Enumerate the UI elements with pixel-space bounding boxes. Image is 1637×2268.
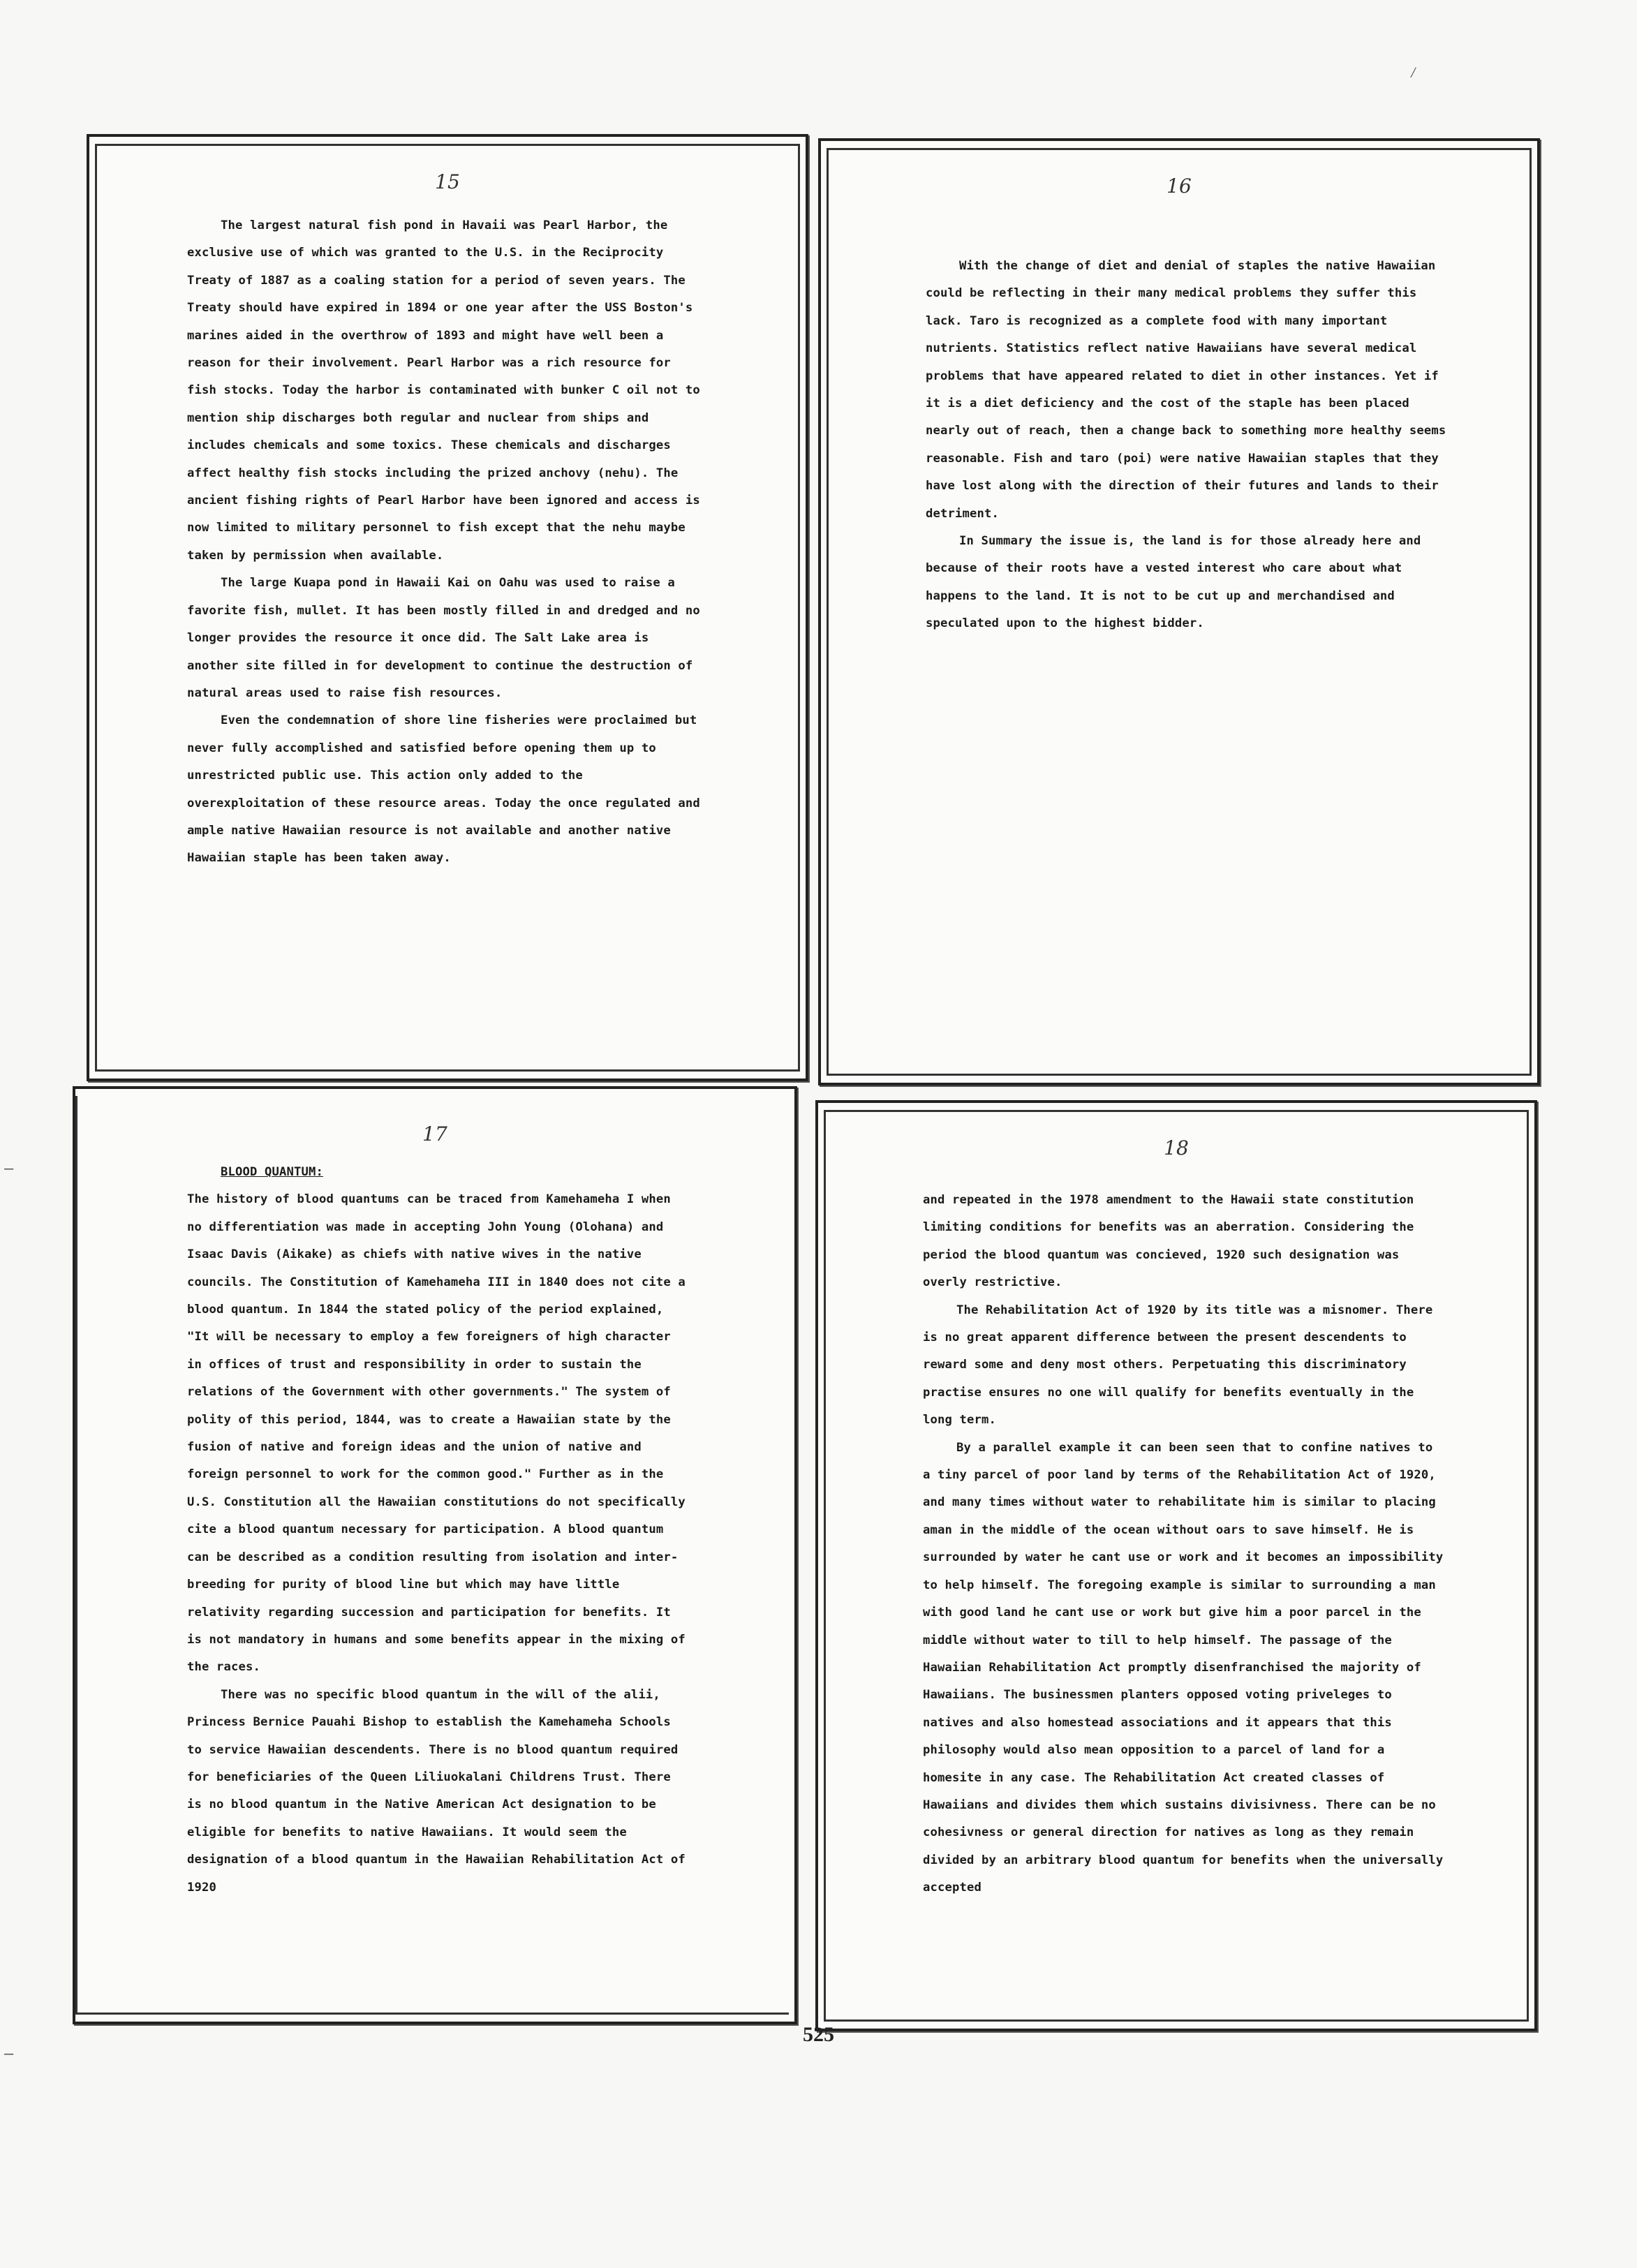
handwritten-page-number: 16 — [1166, 175, 1192, 198]
paragraph: There was no specific blood quantum in the will of the alii, Princess Bernice Pauahi Bishop to establish the Kamehameha Schools to service Hawaiian descendents. There is no blood quantum required for beneficiaries of the Queen Liliuokalani Childrens Trust. There is no blood quantum in the Native American Act designation to be eligible for benefits to native Hawaiians. It would seem the designation of a blood quantum in the Hawaiian Rehabilitation Act of 1920 — [187, 1687, 686, 1895]
page-number: 525 — [803, 2023, 834, 2046]
paragraph: Even the condemnation of shore line fisheries were proclaimed but never fully accomplished and satisfied before opening them up to unrestricted public use. This action only added to the overexploitation of these resource areas. Today the once regulated and ample native Hawaiian resource is not available and another native Hawaiian staple has been taken away. — [187, 713, 700, 866]
scan-mark-icon: ⁄ — [1409, 64, 1419, 82]
page-text — [187, 1159, 690, 1902]
paragraph: The largest natural fish pond in Havaii was Pearl Harbor, the exclusive use of which was granted to the U.S. in the Reciprocity Treaty of 1887 as a coaling station for a period of seven years. The Treaty should have expired in 1894 or one year after the USS Boston's marines aided in the overthrow of 1893 and might have well been a reason for their involvement. Pearl Harbor was a rich resource for fish stocks. Today the harbor is contaminated with bunker C oil not to mention ship discharges both regular and nuclear from ships and includes chemicals and some toxics. These chemicals and discharges affect healthy fish stocks including the prized anchovy (nehu). The ancient fishing rights of Pearl Harbor have been ignored and access is now limited to military personnel to fish except that the nehu maybe taken by permission when available. — [187, 218, 700, 563]
page-text — [926, 253, 1460, 638]
paragraph: The Rehabilitation Act of 1920 by its title was a misnomer. There is no great apparent difference between the present descendents to reward some and deny most others. Perpetuating this discriminatory practise ensures no one will qualify for benefits eventually in the long term. — [923, 1303, 1433, 1428]
scan-mark-icon: — — [4, 1160, 14, 1178]
page-text — [923, 1187, 1444, 1902]
paragraph: With the change of diet and denial of staples the native Hawaiian could be reflecting in their many medical problems they suffer this lack. Taro is recognized as a complete food with many important nutrients. Statistics reflect native Hawaiians have several medical problems that have appeared related to diet in other instances. Yet if it is a diet deficiency and the cost of the staple has been placed nearly out of reach, then a change back to something more healthy seems reasonable. Fish and taro (poi) were native Hawaiian staples that they have lost along with the direction of their futures and lands to their detriment. — [926, 259, 1446, 521]
paragraph: and repeated in the 1978 amendment to the Hawaii state constitution limiting conditions for benefits was an aberration. Considering the period the blood quantum was concieved, 1920 such designation was overly restrictive. — [923, 1193, 1414, 1290]
document-page-17 — [73, 1086, 797, 2024]
paragraph: In Summary the issue is, the land is for those already here and because of their roots have a vested interest who care about what happens to the land. It is not to be cut up and merchandised and speculated upon to the highest bidder. — [926, 534, 1421, 631]
document-page-16 — [818, 138, 1540, 1085]
document-page-18 — [815, 1100, 1537, 2031]
document-page-15 — [87, 134, 808, 1081]
handwritten-page-number: 15 — [435, 170, 460, 193]
paragraph: The large Kuapa pond in Hawaii Kai on Oahu was used to raise a favorite fish, mullet. It has been mostly filled in and dredged and no longer provides the resource it once did. The Salt Lake area is another site filled in for development to continue the destruction of natural areas used to raise fish resources. — [187, 576, 700, 700]
section-heading: BLOOD QUANTUM: — [221, 1165, 323, 1179]
handwritten-page-number: 17 — [422, 1122, 447, 1146]
paragraph: The history of blood quantums can be traced from Kamehameha I when no differentiation was made in accepting John Young (Olohana) and Isaac Davis (Aikake) as chiefs with native wives in the native councils. The Constitution of Kamehameha III in 1840 does not cite a blood quantum. In 1844 the stated policy of the period explained, "It will be necessary to employ a few foreigners of high character in offices of trust and responsibility in order to sustain the relations of the Government with other governments." The system of polity of this period, 1844, was to create a Hawaiian state by the fusion of native and foreign ideas and the union of native and foreign personnel to work for the common good." Further as in the U.S. Constitution all the Hawaiian constitutions do not specifically cite a blood quantum necessary for participation. A blood quantum can be described as a condition resulting from isolation and inter-breeding for purity of blood line but which may have little relativity regarding succession and participation for benefits. It is not mandatory in humans and some benefits appear in the mixing of the races. — [187, 1192, 686, 1675]
scan-mark-icon: — — [4, 2045, 14, 2063]
handwritten-page-number: 18 — [1164, 1136, 1189, 1159]
page-text — [187, 212, 701, 873]
paragraph: By a parallel example it can been seen that to confine natives to a tiny parcel of poor land by terms of the Rehabilitation Act of 1920, and many times without water to rehabilitate him is similar to placing aman in the middle of the ocean without oars to save himself. He is surrounded by water he cant use or work and it becomes an impossibility to help himself. The foregoing example is similar to surrounding a man with good land he cant use or work but give him a poor parcel in the middle without water to till to help himself. The passage of the Hawaiian Rehabilitation Act promptly disenfranchised the majority of Hawaiians. The businessmen planters opposed voting priveleges to natives and also homestead associations and it appears that this philosophy would also mean opposition to a parcel of land for a homesite in any case. The Rehabilitation Act created classes of Hawaiians and divides them which sustains divisivness. There can be no cohesivness or general direction for natives as long as they remain divided by an arbitrary blood quantum for benefits when the universally accepted — [923, 1440, 1444, 1895]
